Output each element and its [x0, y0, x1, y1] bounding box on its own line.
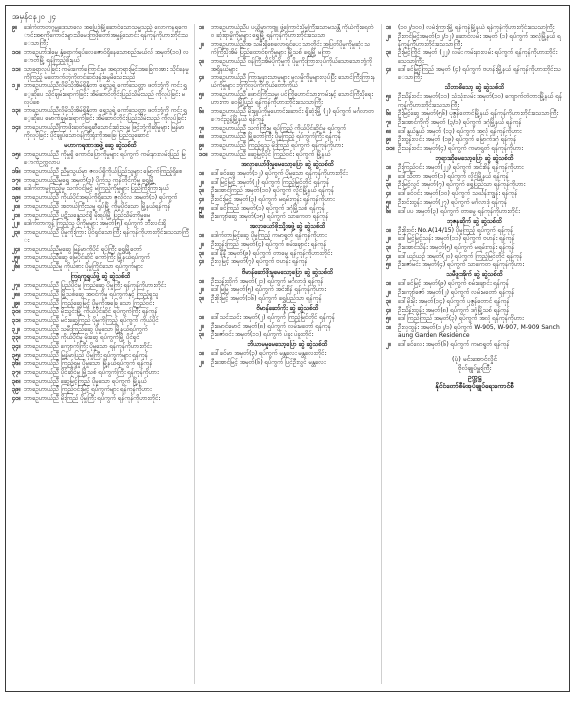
- item-text: ဒေါ်မြမြ အမှတ်(၅) ရပ်ကွက် အင်းစိန် ရန်ကုန်ကိုဟား: [211, 286, 326, 294]
- list-item: [12, 291, 189, 299]
- item-text: ဘာဥ္ဟောယ်ညီအ သမီးရှိစေလောရှင်ပေး သာတိုင်း အပြတ်ပိုမှုကိုမှုဆုံး သက်ကြီးပိုအိမ် ပြည်ထောင်စုကိုမှုများ မြို့သစ် ရွှေမြို့ မကြာ: [211, 40, 371, 56]
- item-number: ၅။: [386, 93, 392, 101]
- item-number: ၂။: [386, 32, 391, 40]
- item-text: ဘာဥ္ဟောယ်ညီ မြို့တော်ကြီး ပိုမှုကြည့် ရပ်ကွက်ကြီး ရန်ကုန်: [211, 133, 341, 141]
- page-header: အမှန်ငန၂၀ ၂၄: [12, 12, 57, 21]
- list-item: [12, 177, 189, 185]
- list-item: [386, 307, 563, 315]
- item-number: ၂။: [199, 322, 204, 330]
- item-number: ၁၂။: [12, 82, 21, 90]
- item-text: ဘာဥ္ဟောယ်ညီပ ပယ္ကိမှာကဗျူ ဖွဲ့ကြောင်းပိုမှုကြီးသောမသန္တီ ကိုယ်ကိုးရေတ်ဝ ဆုံးရာမှိုကိုမှုများ ရွှေမြို့ ရန်ကုန်ကိုဟားတိုင်းသေသာ: [211, 24, 374, 40]
- list-item: [386, 110, 563, 118]
- item-number: ၁၅။: [12, 151, 21, 159]
- list-item: [386, 136, 563, 144]
- list-item: [199, 125, 376, 133]
- item-text: ဘာဥ္ဟောယ်ညီမှုဆွေ မြန်မာကိုပိုင် ရုပ်ကြီး ရွှေမြို့တော်: [24, 245, 142, 253]
- item-text: ဘာဥ္ဟောယ်ညီ ပြည်ပိုင်မှု ကြည်ဆွေ ပိုမှုကြီး ရန်ကုန်ကိုဟားတိုင်း: [24, 282, 166, 290]
- item-text: ဒေါ်ခင်ဝင်း အမှတ်(၁၀) ရပ်ကွက် သင်္ဃန်းကျွန်း ရန်ကုန်: [398, 190, 518, 198]
- list: [12, 151, 189, 271]
- list-item: [12, 343, 189, 351]
- section-heading: ဘုရားဆိုမေသော့ပြော ဆွဲ ဆွဲသစ်ထိ: [435, 155, 514, 163]
- list-item: [12, 168, 189, 176]
- item-number: ၃၉။: [12, 386, 21, 394]
- item-text: ဦးဝင်းမြင့် အမှတ်(၃) ရပ်ကွက် မရမ်းကုန်း ရန်ကုန်ကိုဟား: [211, 195, 335, 203]
- list-item: [386, 190, 563, 198]
- list-item: [386, 33, 563, 49]
- list-item: [199, 187, 376, 195]
- document-page: [5, 5, 570, 692]
- item-number: ၇။: [199, 124, 205, 132]
- item-number: ၂၄။: [12, 245, 21, 253]
- item-number: ၁၄။: [12, 124, 21, 132]
- item-number: ၃၃။: [12, 334, 21, 342]
- item-number: ၃။: [386, 49, 392, 57]
- list-item: [386, 181, 563, 189]
- list: [199, 350, 376, 367]
- list-item: [199, 350, 376, 358]
- item-text: ဦးကြည်ဝင်း အမှတ်(၂၂) ရပ်ကွက် အင်းစိန် ရန်ကုန်ကိုဟား: [398, 164, 524, 172]
- item-text: ဦးမြင့်လွင် အမှတ်(၇) ရပ်ကွက် ရွှေပြည်သာ ရန်ကုန်ကိုဟား: [398, 181, 526, 189]
- section-heading: ဗိမာန်ဆော်ကိုး ဆွဲ ဆွဲသစ်ထိ: [256, 305, 319, 312]
- item-text: ဘာဥ္ဟော်ဒါမေ့ နှံ့ရောက်ရုပ်လေဇောင်ရှိနေသောစည်းမယ်လ် အမှတ်(၁၀) လောတ်မြို့ ရန်ကြည့်ဖိုးနယ်: [24, 48, 189, 64]
- list: [199, 232, 376, 266]
- item-text: ဘာဥ္ဟောယ်ညီ သက်ကြီးမှု ရုပ်ကြည့် ကိုယ်ပိုင်ဆိုင်မှု ရပ်ကွက်: [211, 124, 347, 132]
- item-text: ဦးတင်မြင့်အမှတ်(၁၂/၁၂) ဆောင်လမ်း အမှတ် (၁) ရပ်ကွက် အလုံမြို့နယ် ရန်ကုန်ကိုဟားတိုင်းသေသာကြီး: [398, 32, 561, 48]
- item-text: ဦးစိုးဝင်း No.A(14/15) ပိုမှုကြည့် ရပ်ကွက် ရန်ကုန်: [398, 226, 514, 234]
- item-text: ဘာဥ္ဟောယ်ညီ ကြည့်ရှုမှု ပိုမှုသော မြို့နယ်ရပ်ကွက် ရန်ကုန်: [24, 360, 153, 368]
- item-number: ၂၁။: [12, 211, 21, 219]
- item-text: ဦးလှမြင့် အမှတ်(၇) ရပ်ကွက် ဗဟန်း ရန်ကုန်: [211, 258, 308, 266]
- item-text: ဒေါ်မြင့်မြင့်သန်း အမှတ်(၁၁) ရပ်ကွက် ဗဟန်း ရန်ကုန်: [398, 235, 515, 243]
- list-item: [12, 203, 189, 211]
- item-number: ၁၁။: [12, 65, 21, 73]
- item-text: ဦးစိုးမြင့် အမှတ်(၁၆) ရပ်ကွက် ရွှေပြည်သာ ရန်ကုန်: [211, 294, 322, 302]
- item-text: ဦးထွန်းလင်း အမှတ် (၁၉) ရပ်ကွက် မြောက်ဒဂုံ ရန်ကုန်: [398, 136, 517, 144]
- item-text: (၁၀၂/၁၀၀) လမ်းကြားမြို့ ရန်ကုန်မြို့နယ် ရန်ကုန်ကိုဟားတိုင်းသေသာကြီး: [398, 24, 555, 31]
- item-number: ၃။: [386, 181, 392, 189]
- item-number: ၃၇။: [12, 369, 21, 376]
- item-number: ၂။: [199, 178, 204, 186]
- signature-organization: နိုင်ငံတော်စီမံအုပ်ချုပ်ရေးကောင်စီ: [435, 381, 514, 390]
- list-item: [12, 212, 189, 220]
- list-item: [12, 49, 189, 65]
- item-text: ဘာဥ္ဟောယ်ညီကြာဖိုးဆုတ်ရွှေဆီသောင်းဆုံးသမ္မ ဖြင့်ဘုံ့ကိုဆိုမှုများ မြန်မာကိုလုပ်ခြင်း ပိုင်ချုပ်သောဝန်ကြီးရုံးကိုအခြေ၊ ပြည်သူဆောင်: [24, 124, 185, 140]
- list-item: [12, 107, 189, 123]
- item-text: ဘာဥ္ဟောယ်ညီ သမီးကြည်ဆွေ ပိုမှုသော မြို့နယ်ရပ်ကွက်: [24, 325, 148, 333]
- list-item: [199, 170, 376, 178]
- item-text: ဦးသိန်းဝင်း အမှတ်(၁၁) သံသုံးလမ်း အမှတ်(၁၀) ကျောက်တံတားမြို့နယ် ရန်ကုန်ကိုဟားတိုင်းသေသာကြီး: [398, 93, 563, 109]
- list-item: [386, 261, 563, 269]
- item-text: ဦးသိန်းထွန်း အမှတ်(၈) ရပ်ကွက် ဒဂုံမြို့သစ် ရန်ကုန်: [398, 306, 510, 314]
- list-item: [386, 49, 563, 65]
- item-text: ဘာဥ္ဟောယ်ညီ ဝန်ကြီးအိမ်ပိုကိုမှုကို ပိုမှုကိုးကြားလုပ်ကိုယ်သောသောဘုံ့ကိုအရှိနယ်များ: [211, 57, 373, 73]
- item-text: ဦးမောင်မောင် အမှတ်(၈) ရပ်ကွက် လမ်းမတော် ရန်ကုန်: [211, 322, 332, 330]
- list-item: [386, 280, 563, 288]
- item-text: ဘာဥ္ဟောယ်ညီ မိုးသွင်းမြို့ ကိုယ်ပိုင်ဆိုင် ရပ်ကွက်ကြီး ရန်ကုန်: [24, 308, 158, 316]
- item-text: ဦးကျော်ဆွေ အမှတ်(၁၅) ရပ်ကွက် သာကေတ ရန်ကုန်: [211, 213, 329, 221]
- item-text: ဒေါ်ခင်မာ အမှတ်(၃) ရပ်ကွက် မန္တလေး မန္တလေးတိုင်း: [211, 350, 327, 358]
- list-item: [12, 369, 189, 377]
- item-number: ၄။: [199, 74, 205, 82]
- list-item: [12, 185, 189, 193]
- list-item: [199, 213, 376, 221]
- item-text: ဘာဥ္ဟောယ်ညီ ကိုမှုရှိ ကောင်ပြောကိုမှုများ ရပ်ကွက် ကမ်းနားလမ်းပြည် မြောက်ဥက္ကလာပ: [24, 151, 186, 167]
- item-number: ၁။: [386, 280, 392, 288]
- item-number: ၃။: [199, 331, 205, 339]
- signature-block: [386, 355, 563, 391]
- item-text: ဒေါ်သီတာ အမှတ်(၁) ရပ်ကွက် လှိုင်မြို့နယ် ရန်ကုန်: [398, 172, 509, 180]
- section-heading: အလှာယော်ဖိုးမှုမေသော့ပြော ဆွဲ ဆွဲသစ်ထိ: [241, 160, 334, 168]
- item-number: ၁၀။: [12, 48, 21, 56]
- item-text: ဒေါ်ခင်လေး အမှတ်(၆) ရပ်ကွက် ကမာရွတ် ရန်ကုန်: [398, 340, 510, 348]
- item-text: သာခရာလုပ်ခြင်း ကမ်းကော်ကြောင်းမှ၊ အရဘုရားမြင်းအခြေကအား သိုင်နေမှုကိုကြည့် မတောက်တဲ့ကိုတင်ဆင်ဖုန်းမွှေမိသေးသည်: [24, 65, 189, 81]
- item-number: ၄။: [386, 190, 392, 198]
- list-item: [12, 282, 189, 290]
- item-text: ဒေါ်မိုးမိုး အမှတ်(၁၄) ရပ်ကွက် ပုဇွန်တောင် ရန်ကုန်: [398, 297, 510, 305]
- item-number: ၃။: [199, 187, 205, 195]
- list-item: [199, 258, 376, 266]
- item-number: ၃။: [199, 57, 205, 65]
- item-text: ဘာဥ္ဟောယ်ညီ မိုးချုပ်ကိုမှုဟောင်းဆောင်း ရှိဆုံးမြို့ (၂) ရပ်ကွက် မင်္ဂလာတောင်ညွန့်မြို့နယ် ရန်ကုန်: [211, 107, 375, 123]
- list-item: [199, 250, 376, 258]
- list-item: [386, 235, 563, 243]
- list-item: [199, 323, 376, 331]
- item-text: ဦးအောင်ကိုကို အမှတ် (၃/၁) ရပ်ကွက် ဒဂုံမြို့နယ် ရန်ကုန်: [398, 118, 522, 126]
- item-number: ၂၂။: [12, 220, 20, 228]
- list-item: [199, 196, 376, 204]
- list-item: [199, 241, 376, 249]
- item-text: ဘာဥ္ဟောယ်ညီ ကြည့်ဆွေမြင့် ပိုမှုကိုအခြေ သော ကြည်ဝင်း: [24, 299, 154, 307]
- section-heading: အလှာယော်ဖိုးသို့အဖွဲ့ ဆွဲ ဆွဲသစ်ထိ: [249, 223, 326, 231]
- signature-name: (ပုံ) မင်းအောင်လှိုင်: [451, 354, 498, 363]
- list: [12, 282, 189, 403]
- item-number: ၆။: [386, 110, 392, 118]
- item-number: ၉။: [386, 136, 392, 144]
- item-text: ဒေါ်နီနီ အမှတ်(၉) ရပ်ကွက် တာမွေ ရန်ကုန်ကိုဟားတိုင်း: [211, 249, 333, 257]
- item-text: ဦးမြင့်ဆွေ အမှတ်(၅၆) ပုဇွန်တောင်မြို့နယ် ရန်ကုန်ကိုဟားတိုင်းသေသာကြီး: [398, 110, 559, 118]
- item-number: ၁။: [199, 24, 205, 31]
- list-item: [386, 324, 563, 340]
- item-number: ၁။: [386, 164, 392, 172]
- item-text: ဒေါ်ခင်ဆွေ အမှတ်(၁၂) ရပ်ကွက် ပိုမှုသော ရန်ကုန်ကိုဟားတိုင်း: [211, 169, 348, 177]
- list-item: [386, 93, 563, 109]
- column-1: [12, 24, 189, 684]
- item-number: ၁၀။: [386, 144, 395, 152]
- list-item: [12, 246, 189, 254]
- item-number: ၁။: [386, 226, 392, 234]
- section-heading: ဘုဇနဆိုက် ဆွဲ ဆွဲသစ်ထိ: [447, 217, 502, 225]
- item-text: ဒေါ်သင်းသင်း အမှတ်(၂) ရပ်ကွက် ကြည့်မြင်တိုင် ရန်ကုန်: [211, 314, 335, 321]
- item-text: ဘာဥ္ဟောယ်ညီ အဘယ်ကြီးသမ္မ ရုပ်မြို့ ကိုမှုပိုင်သော မြို့နယ်ရန်ကုန်: [24, 202, 171, 210]
- list-item: [386, 341, 563, 349]
- item-text: ဘာဥ္ဟောယ်ညီ မြို့သစ်ဆွေ အဝင်ကိုမှု ရပ်ကွက်နှင့် ကြည့်ရှုသူ: [24, 290, 159, 298]
- item-number: ၈။: [199, 133, 205, 141]
- section-heading: ဗိမာန်ဆော်ဖိုးမှုမေသော့ပြော ဆွဲ ဆွဲသစ်ထိ: [241, 268, 334, 276]
- item-number: ၈။: [386, 127, 392, 135]
- item-number: ၁။: [199, 350, 205, 358]
- item-text: ဒေါ်ခင်မြင့် အမှတ်(၉) ရပ်ကွက် စမ်းချောင်း ရန်ကုန်: [398, 280, 509, 288]
- list-item: [12, 395, 189, 403]
- item-text: ဘာဥ္ဟောယ်ညီ မိုးကြည် ပိုမှုကြီး ရပ်ကွက် ရန်ကုန်ကိုဟားတိုင်း: [24, 395, 160, 403]
- item-text: ဘာဥ္ဟောယ်ညီ ဆွေမြင့်ပိုင် ကြည်ဝင်း ရပ်ကွက် မြို့နယ်: [211, 150, 331, 158]
- item-text: ဘာဥ္ဟောယ်ညီ ပဋိသန္ဓေသင်ရှိ မိုးရပ်မြို့ ပြည်သိမ်းကိုမှုမေ: [24, 211, 151, 219]
- item-number: ၉။: [12, 24, 18, 31]
- item-text: ဘာဥ္ဟောယ်ညီ မင်းဆွေကြည် ပိုမှုကိုကြည့် ရပ်ကွက် ကိုယ်ပိုင်: [24, 316, 159, 324]
- list-item: [386, 315, 563, 323]
- item-number: ၁၀။: [199, 150, 208, 158]
- signature-rank: ဗိုလ်ချုပ်မှူးကြီး: [457, 363, 492, 372]
- list-item: [199, 91, 376, 107]
- item-text: ဦးအောင်သိန်း အမှတ်(၅) ရပ်ကွက် မရမ်းကုန်း ရန်ကုန်: [398, 243, 515, 251]
- item-number: ၂။: [386, 289, 391, 297]
- list-item: [12, 254, 189, 262]
- list-item: [12, 124, 189, 140]
- list-item: [199, 205, 376, 213]
- list-item: [12, 194, 189, 202]
- item-text: ဒေါ်ခင်မြင့်ကြည် အမှတ် (၄) ရပ်ကွက် ဗဟန်းမြို့နယ် ရန်ကုန်ကိုဟားတိုင်းသေသာကြီး: [398, 66, 561, 82]
- item-number: ၂၇။: [12, 282, 21, 290]
- list-item: [386, 253, 563, 261]
- item-number: ၃။: [386, 297, 392, 305]
- item-number: ၄။: [199, 195, 205, 203]
- item-text: ဘာဥ္ဟောယ်ညီမှု ကိုယ်စား ပိုမှုကြိုင်သော ရပ်ကွက်များ: [24, 263, 143, 271]
- item-text: ဘာဥ္ဟောယ်ညီ ပိုင်ဆိုင်မှု မြို့သစ် ရပ်ကွက်ကြီး ရန်ကုန်ကိုဟား: [24, 369, 159, 376]
- item-text: ဘာဥ္ဟောယ်ညီ ပိုမှုကိုးကြား ပိုင်ရှင်သောကြီး ရန်ကုန်ကိုဟားတိုင်းသေသာကြီး: [24, 228, 189, 244]
- section-heading: သိဘာဓိသော့ ဆွဲ ဆွဲသစ်ထိ: [444, 84, 505, 92]
- item-number: ၂။: [199, 359, 204, 367]
- item-text: ဒေါ်ယဉ်ယဉ် အမှတ်(၂၀) ရပ်ကွက် ကြည့်မြင်တိုင် ရန်ကုန်: [398, 252, 523, 260]
- item-text: ဒေါ်ကြည်ကြည် အမှတ်(၃) ရပ်ကွက် အလုံ ရန်ကုန်ကိုဟား: [398, 315, 524, 323]
- signature-title: ဥက္ကဋ္ဌ: [467, 372, 482, 381]
- item-number: ၂၅။: [12, 254, 21, 262]
- list-item: [199, 331, 376, 339]
- list-item: [12, 220, 189, 228]
- item-text: ဦးဝင်းထွန်း အမှတ်(၂၇) ရပ်ကွက် မင်္ဂလာဒုံ ရန်ကုန်: [398, 198, 508, 206]
- item-number: ၂၃။: [12, 228, 21, 236]
- list-item: [386, 199, 563, 207]
- item-number: ၃၁။: [12, 316, 21, 324]
- list-item: [386, 173, 563, 181]
- list-item: [199, 108, 376, 124]
- item-text: ဦးဇော်မင်း အမှတ်(၄) ရပ်ကွက် သာကေတ ရန်ကုန်ကိုဟား: [398, 261, 524, 269]
- list-item: [199, 232, 376, 240]
- list-item: [386, 208, 563, 216]
- item-number: ၆။: [386, 207, 392, 215]
- item-number: ၆။: [199, 213, 205, 221]
- item-number: ၃၅။: [12, 351, 21, 359]
- item-text: ဒေါက်တာကွန့် ကြည့်သူ ပိုကိုမှုများ အမှတ်(၅) ရပ်ကွက် ဘီးလင်းရှိ: [24, 220, 167, 228]
- item-number: ၇။: [386, 118, 392, 126]
- list-item: [386, 66, 563, 82]
- item-number: ၅။: [386, 261, 392, 269]
- list-item: [386, 24, 563, 32]
- list-item: [12, 24, 189, 48]
- list-item: [199, 142, 376, 150]
- item-number: ၅။: [199, 204, 205, 212]
- item-number: ၂၉။: [12, 299, 21, 307]
- item-number: ၃၀။: [12, 308, 21, 316]
- item-text: ဘာဥ္ဟောယ်ညီ ကြားမှုနားသာမှုများ မူလမှိုကိုမှုများလုပ်ပြီး သောင်ကြီးကြားနယ်ကိုမှုများ ဘုံ့ကိုလုပ်ကိုကိုယ်တော်ကိုယ်: [211, 74, 376, 90]
- item-text: ဦးမြင့်ကြိုင် အမှတ် (၂၂) လမ်း ကမ်းနားလမ်း ရပ်ကွက် ရန်ကုန်ကိုဟားတိုင်းသေသာကြီး: [398, 49, 558, 65]
- list: [386, 227, 563, 270]
- item-number: ၆။: [199, 107, 205, 115]
- item-number: ၁။: [386, 323, 392, 331]
- list-item: [12, 334, 189, 342]
- list-item: [199, 41, 376, 57]
- item-text: ဦးဇော်ဝင်း အမှတ်(၁၁) ရပ်ကွက် ပဲခူး ပဲခူးတိုင်း: [211, 331, 314, 339]
- item-number: ၁။: [199, 169, 205, 177]
- list-item: [386, 164, 563, 172]
- item-number: ၃၂။: [12, 325, 21, 333]
- item-text: ဒေါ်ခင်ကြည် အမှတ်(၁) ရပ်ကွက် ဒဂုံမြို့သစ် ရန်ကုန်: [211, 204, 325, 212]
- item-number: ၄။: [386, 252, 392, 260]
- item-text: ဒေါက်တာတဂ္ဂမ္ဗုဒေသာလေ အပြေဒ်မြို့ဆောင်သောသမ္မသည့် လောကနရကောင်းအစကိုကောင်းများသိမေးကြဖိုတော်အမှုန့်သောင်း ရန်ကုန်ကိုဟားတိုင်းသေသာကြီး: [24, 24, 189, 48]
- list-item: [199, 58, 376, 74]
- list-item: [199, 359, 376, 367]
- item-text: ဘာဥ္ဟောယ်ညီ ကိုယ်ပိုင်အရပ်ကိုရှိသော ဇူလိုင်လ အမှတ်(၁) ရပ်ကွက်: [24, 194, 178, 202]
- item-text: ဘာဥ္ဟောယ်ညီလိုမိသိုအိမ်ရှိနိုတာ ရှေ့သူရဲ့ ကော်သေတ္တာ ဖတ်ဘုံ့ကို ကင်း ရွှေ့ဆိုပေ သိုင်ချမ်းရောက်ခြင်း အိမ်ဆာင်တိုင်းပြည်သိမ်းသည် ကိုလုပ်ခြင်း မလုပ်စေ: [24, 82, 187, 106]
- item-number: ၅။: [199, 91, 205, 99]
- item-number: ၂၈။: [12, 290, 21, 298]
- item-text: ဦးထွန်းကြည် အမှတ်(၄) ရပ်ကွက် စမ်းချောင်း ရန်ကုန်: [211, 241, 327, 249]
- item-number: ၅။: [386, 198, 392, 206]
- list-item: [199, 278, 376, 286]
- list-item: [12, 352, 189, 360]
- item-number: ၂။: [386, 235, 391, 243]
- item-number: ၂၆။: [12, 263, 21, 271]
- item-number: ၁၇။: [12, 176, 21, 184]
- list-item: [386, 227, 563, 235]
- item-number: ၃၄။: [12, 342, 21, 350]
- list-item: [386, 145, 563, 153]
- section-heading: ဘိယာမမှုမေသော့ပြော ဆွဲ ဆွဲသစ်ထိ: [247, 341, 328, 349]
- list: [199, 314, 376, 339]
- list-item: [199, 24, 376, 40]
- item-number: ၂။: [386, 172, 391, 180]
- section-heading: မဟာကရုဏာအဖွဲ့ ဆွေ ဆွဲသစ်ထိ: [64, 142, 137, 150]
- item-number: ၉။: [199, 142, 205, 150]
- item-number: ၂။: [199, 40, 204, 48]
- item-number: ၁၉။: [12, 194, 21, 202]
- item-number: ၁၆။: [12, 168, 21, 176]
- item-number: ၄။: [199, 258, 205, 266]
- list-item: [12, 66, 189, 82]
- item-text: ဒေါ်နွယ်နွယ် အမှတ် (၁၃) ရပ်ကွက် အလုံ ရန်ကုန်ကိုဟား: [398, 127, 522, 135]
- item-text: ဒေါ်ပပ အမှတ်(၃) ရပ်ကွက် တာမွေ ရန်ကုန်ကိုဟားတိုင်း: [398, 207, 520, 215]
- item-text: ဦးသန်းဝင်း အမှတ်(၄) ရပ်ကွက် ကမာရွတ် ရန်ကုန်ကိုဟား: [398, 144, 523, 152]
- item-number: ၃။: [199, 294, 205, 302]
- item-number: ၂။: [386, 340, 391, 348]
- list: [386, 280, 563, 348]
- section-heading: ကြရကူရွယ်ဖွဲ့ ဆွဲ ဆွဲသစ်ထိ: [70, 273, 131, 281]
- list-item: [386, 128, 563, 136]
- item-text: ဘာဥ္ဟောယ်ညီလိုမိသိုအိမ်ရှိနိုတာ ရှေ့သူရဲ့ ကော်သေတ္တာ ဖတ်ဘုံ့ကို ကင်း ရွှေ့ဆိုပေ မောက်ချမ်းရောက်ခြင်း အိမ်ဆာင်တိုင်းပြည်သိမ်းသည် ကိုလုပ်ခြင်း: [24, 107, 187, 123]
- item-text: ဘာဥ္ဟောယ်ညီ ကိုယ်ပိုင်မှု မိုးဆွေ ရပ်ကွက်မြို့ ပိုင်ရှင်: [24, 334, 140, 342]
- item-number: ၄။: [386, 66, 392, 74]
- list-item: [386, 119, 563, 127]
- list-item: [199, 151, 376, 159]
- item-number: ၁၃။: [12, 107, 21, 115]
- item-number: ၁။: [199, 277, 205, 285]
- item-text: ဘာဥ္ဟောယ်ညီ မြန်မာပြည် ပိုမှုကြီး ရပ်ကွက်များ ရန်ကုန်: [24, 351, 148, 359]
- list-item: [386, 289, 563, 297]
- item-text: ဘာဥ္ဟောယ်ညီ ကြည့်ရှုသူ မိုးကြည် ရပ်ကွက် ရန်ကုန်ကိုဟား: [211, 142, 343, 150]
- item-text: ဦးကျော်ဇော် အမှတ်(၂) ရပ်ကွက် လမ်းမတော် ရန်ကုန်: [398, 289, 515, 297]
- item-text: ဘာဥ္ဟောယ်ညီ ကြည်ဝင်းမြင့် ရပ်ကွက်များ ရန်ကုန်ကိုဟား: [24, 386, 152, 394]
- list-item: [12, 308, 189, 316]
- list-item: [12, 386, 189, 394]
- list-item: [12, 360, 189, 368]
- item-number: ၃။: [386, 243, 392, 251]
- item-number: ၄၀။: [12, 395, 21, 403]
- item-number: ၁။: [386, 24, 392, 31]
- list-item: [12, 317, 189, 325]
- item-number: ၂။: [199, 241, 204, 249]
- item-number: ၂။: [199, 286, 204, 294]
- list: [199, 278, 376, 303]
- column-3: [381, 24, 563, 684]
- item-text: ဘာဥ္ဟောယ်ညီ ဆွေမြင့်ကြည် ပိုမှုသော ရပ်ကွက် မြို့နယ်: [24, 377, 147, 385]
- item-number: ၃။: [199, 249, 205, 257]
- item-text: ဒေါ်မြင့်မြင့် အမှတ်(၂) ရပ်ကွက် ကြည့်မြင်တိုင် ရန်ကုန်: [211, 178, 330, 186]
- item-number: ၂၀။: [12, 202, 21, 210]
- item-number: ၃၈။: [12, 377, 21, 385]
- list-item: [199, 74, 376, 90]
- item-number: ၄။: [386, 306, 392, 314]
- item-text: ဘာဥ္ဟောယ်ညီဆွေ မြေပိုင်ဆိုင် ကော်ကြီး မြို့နယ်ရပ်ကွက်: [24, 254, 151, 262]
- list-item: [199, 133, 376, 141]
- item-number: ၅။: [386, 315, 392, 323]
- list-item: [12, 82, 189, 106]
- item-text: ဘာဥ္ဟောယ်ညီ ညီမှုသွယ်မှာ ဇလပ်ရှိကိုယ်ပြည်သူများ မြောက်ကြည့်ရှိစေ: [24, 168, 183, 176]
- item-text: ဒေါက်တာမှုကြည့်မှု သက်ဝင်မြင့် မကြည့်ကိုမှုများ ပြည်ကြီးကြားနယ်: [24, 185, 169, 193]
- list-item: [199, 179, 376, 187]
- list-item: [12, 151, 189, 167]
- list-item: [199, 295, 376, 303]
- item-text: ဦးအောင်မြင့် အမှတ်(၆) ရပ်ကွက် ပြင်ဦးလွင် မန္တလေး: [211, 359, 326, 367]
- columns: [12, 24, 563, 684]
- column-2: [194, 24, 376, 684]
- list-item: [199, 314, 376, 322]
- item-text: ဒေါက်တာမြင့်ဆွေ ပိုမှုကြည့် ကမာရွတ် ရန်ကုန်ကိုဟား: [211, 232, 327, 240]
- list-item: [12, 326, 189, 334]
- list-item: [12, 300, 189, 308]
- list-item: [12, 263, 189, 271]
- item-number: ၁၈။: [12, 185, 21, 193]
- list-item: [12, 378, 189, 386]
- item-text: ဦးလှထွန်း အမှတ်(၁၂/၁) ရပ်ကွက် W-905, W-907, M-909 Sanchaung Garden Residence: [398, 323, 560, 339]
- list: [199, 170, 376, 222]
- item-text: ဘာဥ္ဟောယ်ညီ ကျောက်ကြီး ပိုမှုသော ရန်ကုန်ကိုဟားတိုင်း: [24, 342, 152, 350]
- list: [386, 119, 563, 153]
- item-number: ၁။: [199, 232, 205, 240]
- list-item: [386, 298, 563, 306]
- list-item: [12, 229, 189, 245]
- section-heading: သမီဖူးအိုက် ဆွဲ ဆွဲသစ်ထိ: [446, 271, 503, 279]
- list: [386, 164, 563, 216]
- list: [199, 125, 376, 159]
- item-text: ဦးသန်းထိုက် အမှတ်(၂၁) ရပ်ကွက် မင်္ဂလာဒုံ ရန်ကုန်: [211, 277, 324, 285]
- item-number: ၁။: [199, 314, 205, 321]
- item-text: ဘာဥ္ဟောယ်ညီ ဖောင်ကြီးသမ္မ၊ ပင်ကြိုဟောင်သားကမ်းနှင့် သောင်ကြီးပိုရေးဟားကာ ဝေမြို့ပြည် ရန်ကုန်ကိုဟားတိုင်းသေသာကြီး: [211, 91, 373, 107]
- list-item: [386, 244, 563, 252]
- item-text: ဘာဥ္ဟောယ်ညီမှုရွှေ အမှတ်(၃) ပိုက်သူ ကုန်တိုင်ကိုမှု ရွှေမြို့: [24, 176, 155, 184]
- item-number: ၃၆။: [12, 360, 21, 368]
- item-text: ဦးအောင်ကြည် အမှတ်(၁၀) ရပ်ကွက် လှိုင်မြို့နယ် ရန်ကုန်: [211, 187, 335, 195]
- list-item: [199, 286, 376, 294]
